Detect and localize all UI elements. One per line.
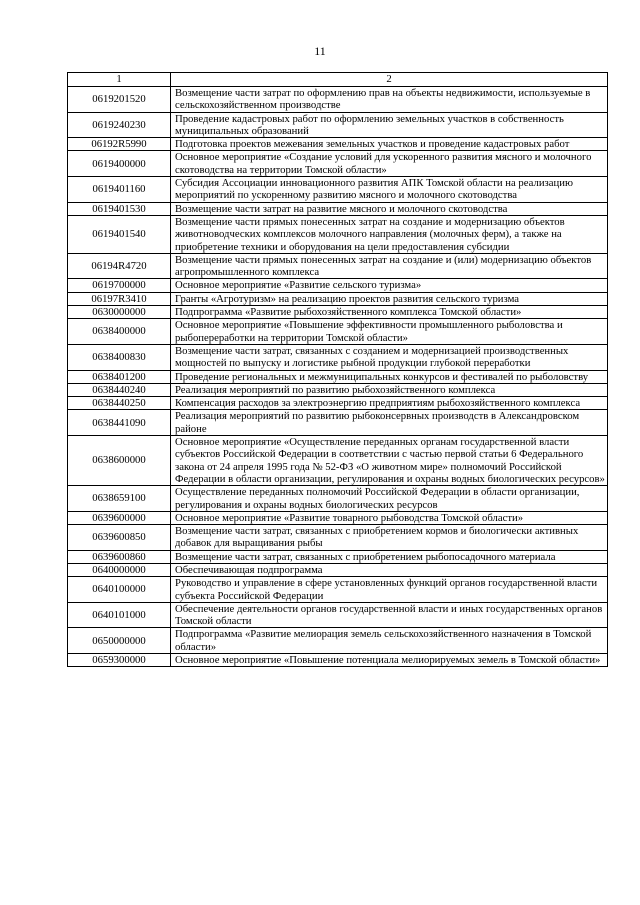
table-row: [68, 486, 608, 512]
row-description: Реализация мероприятий по развитию рыбоконсервных производств в Александровском районе: [171, 410, 608, 436]
row-description: Подпрограмма «Развитие рыбохозяйственного комплекса Томской области»: [171, 306, 608, 319]
row-code: 0639600000: [68, 511, 171, 524]
row-code: 06194R4720: [68, 253, 171, 279]
table-row: [68, 628, 608, 654]
row-code: 0638600000: [68, 436, 171, 486]
row-code: 0619401530: [68, 202, 171, 215]
row-description: Возмещение части затрат по оформлению прав на объекты недвижимости, используемые в сельскохозяйственном производстве: [171, 87, 608, 113]
table-row: [68, 138, 608, 151]
table-row: [68, 577, 608, 603]
table-row: [68, 436, 608, 486]
table-row: [68, 654, 608, 667]
row-code: 0640000000: [68, 563, 171, 576]
row-code: 06197R3410: [68, 292, 171, 305]
row-description: Возмещение части прямых понесенных затрат на создание и модернизацию объектов животноводческих комплексов молочного направления (молочных ферм), а также на приобретение техники и оборудования на цели предоставления субсидии: [171, 215, 608, 253]
row-description: Проведение региональных и межмуниципальных конкурсов и фестивалей по рыболовству: [171, 370, 608, 383]
column-header-description: 2: [171, 73, 608, 87]
row-description: Возмещение части затрат, связанных с приобретением кормов и биологически активных добавок для выращивания рыбы: [171, 525, 608, 551]
row-description: Возмещение части затрат, связанных с приобретением рыбопосадочного материала: [171, 550, 608, 563]
row-description: Гранты «Агротуризм» на реализацию проектов развития сельского туризма: [171, 292, 608, 305]
row-code: 0638659100: [68, 486, 171, 512]
row-description: Основное мероприятие «Создание условий для ускоренного развития мясного и молочного скотоводства на территории Томской области»: [171, 151, 608, 177]
row-description: Возмещение части затрат, связанных с созданием и модернизацией производственных мощностей по выпуску и логистике рыбной продукции глубокой переработки: [171, 344, 608, 370]
row-code: 0619240230: [68, 112, 171, 138]
table-row: [68, 602, 608, 628]
row-code: 0639600860: [68, 550, 171, 563]
table-row: [68, 151, 608, 177]
row-description: Обеспечение деятельности органов государственной власти и иных государственных органов Томской области: [171, 602, 608, 628]
row-code: 0638400000: [68, 319, 171, 345]
row-description: Основное мероприятие «Повышение потенциала мелиорируемых земель в Томской области»: [171, 654, 608, 667]
table-row: [68, 550, 608, 563]
page-number: 11: [314, 44, 326, 58]
column-header-code: 1: [68, 73, 171, 87]
row-code: 0638441090: [68, 410, 171, 436]
table-row: [68, 279, 608, 292]
table-row: [68, 306, 608, 319]
row-code: 0639600850: [68, 525, 171, 551]
table-row: [68, 563, 608, 576]
row-description: Основное мероприятие «Развитие товарного рыбоводства Томской области»: [171, 511, 608, 524]
row-description: Подпрограмма «Развитие мелиорация земель сельскохозяйственного назначения в Томской области»: [171, 628, 608, 654]
table-row: [68, 383, 608, 396]
row-code: 0619400000: [68, 151, 171, 177]
row-description: Компенсация расходов за электроэнергию предприятиям рыбохозяйственного комплекса: [171, 397, 608, 410]
row-description: Возмещение части прямых понесенных затрат на создание и (или) модернизацию объектов агропромышленного комплекса: [171, 253, 608, 279]
table-row: [68, 397, 608, 410]
row-code: 0619700000: [68, 279, 171, 292]
table-row: [68, 112, 608, 138]
row-code: 0650000000: [68, 628, 171, 654]
row-description: Подготовка проектов межевания земельных участков и проведение кадастровых работ: [171, 138, 608, 151]
table-header-row: [68, 73, 608, 87]
budget-code-table: [67, 72, 608, 667]
row-code: 0640100000: [68, 577, 171, 603]
row-code: 06192R5990: [68, 138, 171, 151]
row-code: 0659300000: [68, 654, 171, 667]
table-row: [68, 344, 608, 370]
row-description: Осуществление переданных полномочий Российской Федерации в области организации, регулирования и охраны водных биологических ресурсов: [171, 486, 608, 512]
table-row: [68, 319, 608, 345]
row-description: Основное мероприятие «Осуществление переданных органам государственной власти субъектов Российской Федерации в соответствии с частью первой статьи 6 Федерального закона от 24 апреля 1995 года № 52-ФЗ «О животном мире» полномочий Российской Федерации в области организации, регулирования и охраны водных биологических ресурсов»: [171, 436, 608, 486]
table-row: [68, 370, 608, 383]
table-row: [68, 511, 608, 524]
table-row: [68, 87, 608, 113]
row-code: 0638401200: [68, 370, 171, 383]
row-code: 0638400830: [68, 344, 171, 370]
table-row: [68, 525, 608, 551]
row-code: 0619201520: [68, 87, 171, 113]
row-description: Руководство и управление в сфере установленных функций органов государственной власти субъекта Российской Федерации: [171, 577, 608, 603]
row-code: 0638440250: [68, 397, 171, 410]
row-description: Основное мероприятие «Развитие сельского туризма»: [171, 279, 608, 292]
table-row: [68, 177, 608, 203]
row-description: Возмещение части затрат на развитие мясного и молочного скотоводства: [171, 202, 608, 215]
row-code: 0619401160: [68, 177, 171, 203]
table-row: [68, 410, 608, 436]
row-description: Обеспечивающая подпрограмма: [171, 563, 608, 576]
row-description: Субсидия Ассоциации инновационного развития АПК Томской области на реализацию мероприятий по ускоренному развитию мясного и молочного скотоводства: [171, 177, 608, 203]
row-description: Проведение кадастровых работ по оформлению земельных участков в собственность муниципальных образований: [171, 112, 608, 138]
table-row: [68, 215, 608, 253]
table-row: [68, 292, 608, 305]
row-code: 0619401540: [68, 215, 171, 253]
table-row: [68, 253, 608, 279]
row-code: 0630000000: [68, 306, 171, 319]
table-row: [68, 202, 608, 215]
row-code: 0640101000: [68, 602, 171, 628]
row-description: Реализация мероприятий по развитию рыбохозяйственного комплекса: [171, 383, 608, 396]
row-code: 0638440240: [68, 383, 171, 396]
row-description: Основное мероприятие «Повышение эффективности промышленного рыболовства и рыбопереработки на территории Томской области»: [171, 319, 608, 345]
